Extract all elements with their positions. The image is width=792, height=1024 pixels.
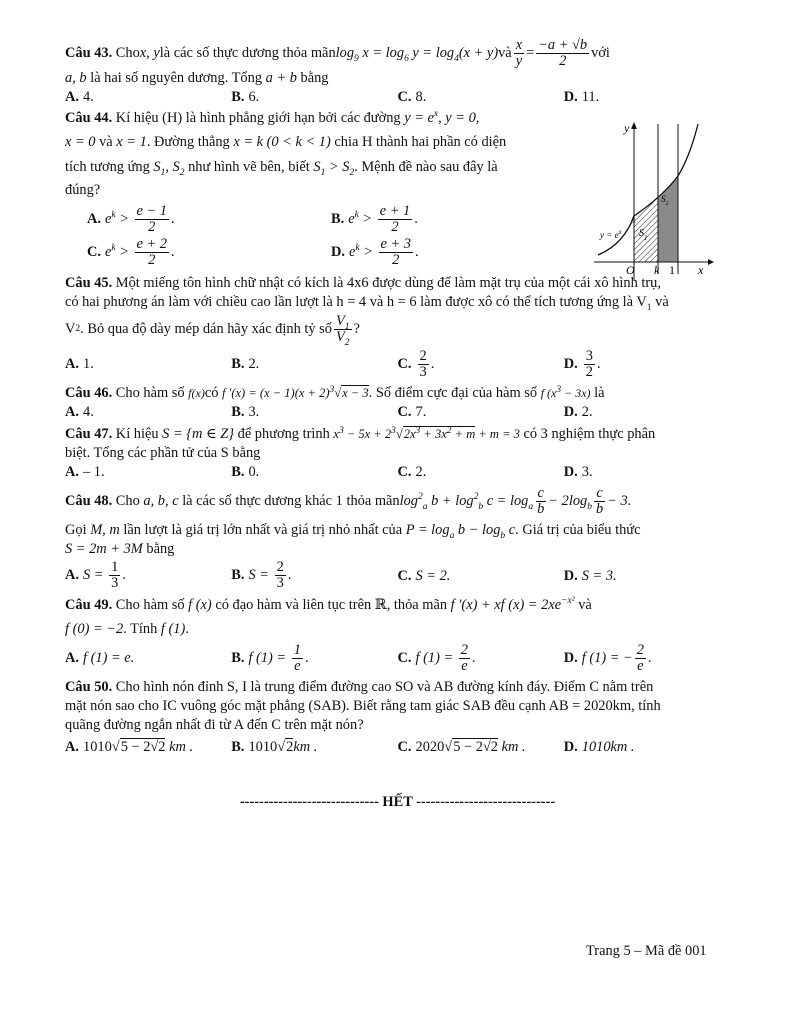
q46-fx: f(x) xyxy=(188,386,205,400)
q47-text1: Kí hiệu xyxy=(115,426,163,443)
label-y: y xyxy=(624,121,630,135)
q47-label: Câu 47. xyxy=(65,426,113,443)
q44-options-row1 xyxy=(65,204,575,235)
q44-option-b[interactable]: B. $e^k$ > $\frac{e + 1}{2}$ . xyxy=(331,202,418,235)
q44-options-row2 xyxy=(65,237,575,268)
q50-option-d[interactable]: D. 1010km . xyxy=(563,739,635,756)
q48-text4: lần lượt là giá trị lớn nhất và giá trị nhỏ nhất của xyxy=(119,521,406,538)
q45-option-c[interactable]: C. $\frac{2}{3}$ . xyxy=(397,347,435,380)
q43-text2: là các số thực dương thỏa mãn xyxy=(159,45,336,62)
label-s1: $S_1$ xyxy=(639,228,648,242)
q44-line1b: , y = 0, xyxy=(438,109,480,126)
q47-text2: để phương trình xyxy=(234,426,334,443)
q48-mM: M, m xyxy=(90,521,120,538)
q44-x0: x = 0 xyxy=(65,134,96,151)
q46-options xyxy=(65,403,730,422)
question-47 xyxy=(65,425,730,481)
q44-label: Câu 44. xyxy=(65,109,113,126)
q45-option-b[interactable]: B. 2. xyxy=(231,356,260,373)
q46-text3: . Số điểm cực đại của hàm số xyxy=(368,385,541,401)
q48-text2: là các số thực dương khác 1 thỏa mãn xyxy=(182,492,400,509)
q44-and: và xyxy=(95,134,117,151)
q50-option-b[interactable]: B. 1010√2km . xyxy=(231,739,318,756)
q43-option-c[interactable]: C. 8. xyxy=(397,88,427,105)
q43-equation: $\log_9 x = \log_6 y = \log_4(x + y)$ xyxy=(335,45,499,65)
q48-P: $P = \log_a b - \log_b c$ xyxy=(405,521,516,541)
q46-option-d[interactable]: D. 2. xyxy=(563,403,593,420)
q45-line2: có hai phương án làm với chiều cao lần lượt là h = 4 và h = 6 làm được xô có thể tích tương ứng là V xyxy=(65,293,647,310)
label-origin: O xyxy=(626,263,635,277)
q49-options xyxy=(65,643,730,674)
q50-label: Câu 50. xyxy=(65,679,113,696)
q45-option-d[interactable]: D. $\frac{3}{2}$ . xyxy=(563,347,601,380)
q43-sum: a + b xyxy=(265,70,297,87)
question-50 xyxy=(65,678,730,757)
q48-text6: bằng xyxy=(142,540,175,557)
q43-text5: là hai số nguyên dương. Tổng xyxy=(86,70,266,87)
q46-text4: là xyxy=(590,385,605,401)
page-footer: Trang 5 – Mã đề 001 xyxy=(586,943,707,959)
q48-text5: . Giá trị của biểu thức xyxy=(515,521,641,538)
q49-text1: Cho hàm số xyxy=(115,596,189,613)
q48-options xyxy=(65,560,730,591)
q47-option-c[interactable]: C. 2. xyxy=(397,463,427,480)
q43-option-b[interactable]: B. 6. xyxy=(231,88,260,105)
q44-xk: x = k (0 < k < 1) xyxy=(233,134,331,151)
q43-vars-xy: x, y xyxy=(139,45,160,62)
q47-text3: có 3 nghiệm thực phân xyxy=(519,426,656,443)
q44-line2d: . Đường thẳng xyxy=(146,134,234,151)
q44-s1s2: $S_1$, $S_2$ xyxy=(153,159,185,178)
label-one-y: 1 xyxy=(631,214,637,226)
q46-derivative: f $'(x) = (x - 1)(x + 2)^3√x - 3$ xyxy=(222,384,369,400)
q43-label: Câu 43. xyxy=(65,45,113,62)
q46-text2: có xyxy=(204,385,222,401)
q47-option-d[interactable]: D. 3. xyxy=(563,463,593,480)
q45-ratio: $\frac{V_1}{V_2}$ xyxy=(335,312,350,348)
x-axis-arrow xyxy=(708,259,714,265)
question-46 xyxy=(65,384,730,421)
q46-option-a[interactable]: A. 4. xyxy=(65,403,94,420)
q43-fraction-ab: $\frac{-a + √b}{2}$ xyxy=(538,37,588,70)
q44-line4: đúng? xyxy=(65,181,101,198)
q50-option-a[interactable]: A. 1010√5 − 2√2 km . xyxy=(65,739,194,756)
label-x: x xyxy=(698,263,704,277)
q43-text4: với xyxy=(591,45,610,62)
q45-options xyxy=(65,349,730,380)
q48-text3: Gọi xyxy=(65,521,91,538)
q50-line2: mặt nón sao cho IC vuông góc mặt phẳng (SAB). Biết rằng tam giác SAB đều cạnh AB = 2020km, tính xyxy=(65,697,661,714)
q47-set: S = {m ∈ Z} xyxy=(162,426,235,443)
q44-x1: x = 1 xyxy=(116,134,147,151)
q43-vars-ab: a, b xyxy=(65,70,87,87)
q44-line3a: tích tương ứng xyxy=(65,159,154,176)
q48-option-b[interactable]: B. S = $\frac{2}{3}$ . xyxy=(231,559,292,592)
q49-fx: f (x) xyxy=(188,596,212,613)
q48-equation: $\log^2_a b + \log^2_b c = \log_a$ xyxy=(399,492,534,512)
q47-option-a[interactable]: A. – 1. xyxy=(65,463,105,480)
label-s2: $S_2$ xyxy=(661,194,669,207)
q48-S: S = 2m + 3M xyxy=(65,540,143,557)
q44-option-c[interactable]: C. $e^k$ > $\frac{e + 2}{2}$ . xyxy=(87,235,175,268)
q45-line3b: . Bỏ qua độ dày mép dán hãy xác định tỷ số xyxy=(80,320,332,337)
q47-option-b[interactable]: B. 0. xyxy=(231,463,260,480)
q45-v2: V xyxy=(65,320,76,337)
q49-equation: f ′(x) + xf $(x) = 2xe^{-x^2}$ xyxy=(450,595,575,613)
q46-text1: Cho hàm số xyxy=(115,385,189,401)
q43-option-d[interactable]: D. 11. xyxy=(563,88,600,105)
q44-option-d[interactable]: D. $e^k$ > $\frac{e + 3}{2}$ . xyxy=(331,235,419,268)
q49-text3: và xyxy=(574,596,592,613)
label-one-x: 1 xyxy=(669,263,675,277)
q50-line3: quãng đường ngắn nhất đi từ A đến C trên mặt nón? xyxy=(65,716,364,733)
q49-option-d[interactable]: D. f (1) = − $\frac{2}{e}$ . xyxy=(563,641,652,675)
q43-fraction-xy: $\frac{x}{y}$ xyxy=(515,37,523,70)
question-43: Câu 43. Cho x, y là các số thực dương thỏa mãn $\log_9 x = \log_6 y = \log_4(x + y)$ và $\frac{x}{y}$ = $\frac{-a + √b}{2}$ với a, b là hai số nguyên dương. Tổng a + b bằng A. 4. B. 6. C. 8. D. 11. xyxy=(65,38,730,107)
q46-label: Câu 46. xyxy=(65,385,113,401)
q48-option-c[interactable]: C. S = 2. xyxy=(397,567,451,584)
q48-label: Câu 48. xyxy=(65,492,113,509)
q48-text1: Cho xyxy=(115,492,140,509)
q48-vars: a, b, c xyxy=(143,492,179,509)
q46-option-b[interactable]: B. 3. xyxy=(231,403,260,420)
q44-option-a[interactable]: A. $e^k$ > $\frac{e - 1}{2}$ . xyxy=(87,202,175,235)
q47-options xyxy=(65,463,730,482)
q44-curve: $y = e^x$ xyxy=(404,108,439,126)
q48-option-d[interactable]: D. S = 3. xyxy=(563,567,617,584)
q43-text3: và xyxy=(498,45,512,62)
region-s2 xyxy=(658,176,678,262)
question-45: Câu 45. Một miếng tôn hình chữ nhật có kích là 4x6 được dùng để làm mặt trụ của một cái xô hình trụ, có hai phương án làm với chiều cao lần lượt là h = 4 và h = 6 làm được xô có thể tích tương ứng là $V_1$ và V 2 . Bỏ qua độ dày mép dán hãy xác định tỷ số $\frac{V_1}{V_2}$ ? A. 1. B. 2. C. $\frac{2}{3}$ . D. $\frac{3}{2}$ . xyxy=(65,274,730,380)
q50-options xyxy=(65,738,730,757)
q49-text2: có đạo hàm và liên tục trên ℝ, thỏa mãn xyxy=(211,596,451,613)
question-49 xyxy=(65,596,730,675)
label-k: k xyxy=(654,263,660,277)
region-s1 xyxy=(634,199,658,262)
y-axis-arrow xyxy=(631,122,637,129)
q47-equation: $x^3 - 5x + 2^3√2x^3 + 3x^2 + m + m = 3$ xyxy=(333,426,520,442)
q44-line2f: chia H thành hai phần có diện xyxy=(330,134,507,151)
q43-text1: Cho xyxy=(115,45,140,62)
q46-option-c[interactable]: C. 7. xyxy=(397,403,427,420)
question-48: Câu 48. Cho a, b, c là các số thực dương khác 1 thỏa mãn $\log^2_a b + \log^2_b c = \log_a$ $\frac{c}{b}$ − $2\log_b$ $\frac{c}{b}$ − 3. Gọi M, m lần lượt là giá trị lớn nhất và giá trị nhỏ nhất của $P = \log_a b - \log_b c$. Giá trị của biểu thức S = 2m + 3M bằng A. S = $\frac{1}{3}$ . B. S = $\frac{2}{3}$ . C. S = 2. D. S = 3. xyxy=(65,486,730,592)
question-44 xyxy=(65,109,575,268)
q45-label: Câu 45. xyxy=(65,275,113,292)
end-marker: ----------------------------- HẾT ----------------------------- xyxy=(239,794,556,811)
label-curve: $y = e^x$ xyxy=(600,228,622,240)
q45-line3c: ? xyxy=(353,320,360,337)
q47-line2: biệt. Tổng các phần tử của S bằng xyxy=(65,445,261,462)
q50-option-c[interactable]: C. 2020√5 − 2√2 km . xyxy=(397,739,526,756)
q45-option-a[interactable]: A. 1. xyxy=(65,356,94,373)
q49-line2c: f (1) xyxy=(160,621,186,638)
q49-line2b: . Tính xyxy=(123,621,161,638)
q46-fcomp: f $(x^3 - 3x)$ xyxy=(540,385,591,400)
q43-option-a[interactable]: A. 4. xyxy=(65,88,94,105)
q49-line2a: f (0) = −2 xyxy=(65,621,124,638)
q45-line1: Một miếng tôn hình chữ nhật có kích là 4x6 được dùng để làm mặt trụ của một cái xô hình trụ, xyxy=(115,275,661,292)
q50-line1: Cho hình nón đỉnh S, I là trung điểm đường cao SO và AB đường kính đáy. Điểm C nằm trên xyxy=(115,679,654,696)
q44-line3b: như hình vẽ bên, biết xyxy=(184,159,314,176)
q45-line2b: và xyxy=(651,293,669,310)
q44-line3c: . Mệnh đề nào sau đây là xyxy=(354,159,498,176)
q49-option-b[interactable]: B. f (1) = $\frac{1}{e}$ . xyxy=(231,641,309,675)
q43-text6: bằng xyxy=(296,70,329,87)
q44-line1: Kí hiệu (H) là hình phẳng giới hạn bởi các đường xyxy=(115,109,405,126)
q44-s1-gt-s2: $S_1 > S_2$ xyxy=(313,159,355,178)
q49-line2d: . xyxy=(185,621,189,638)
q48-option-a[interactable]: A. S = $\frac{1}{3}$ . xyxy=(65,559,126,592)
q44-figure xyxy=(528,84,718,280)
q49-label: Câu 49. xyxy=(65,596,113,613)
q49-option-a[interactable]: A. f (1) = e. xyxy=(65,650,135,667)
q49-option-c[interactable]: C. f (1) = $\frac{2}{e}$ . xyxy=(397,641,476,675)
